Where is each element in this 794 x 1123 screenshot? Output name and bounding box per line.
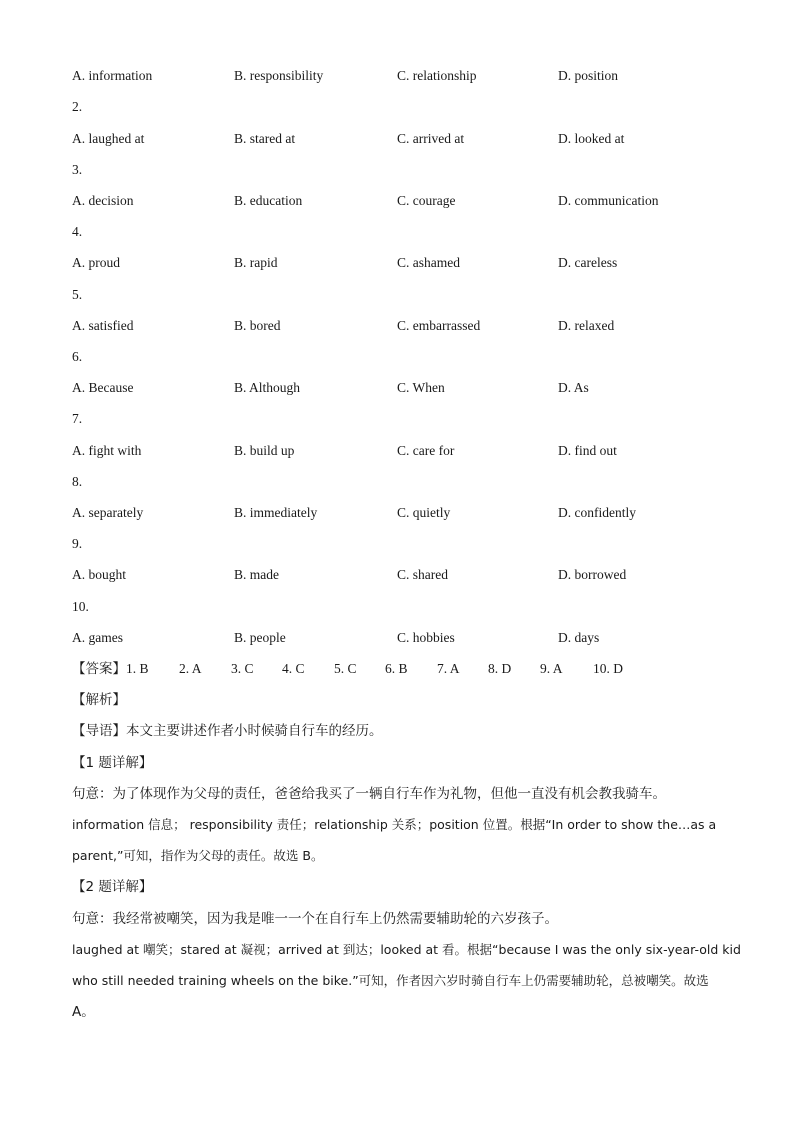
q2-explanation-line: who still needed training wheels on the bike.”可知，作者因六岁时骑自行车上仍需要辅助轮，总被嘲笑。故选 — [72, 973, 709, 988]
intro-label: 【导语】 — [72, 723, 126, 739]
question-number: 4. — [72, 224, 83, 239]
option-a: A. fight with — [72, 443, 142, 458]
analysis-heading: 【解析】 — [72, 692, 126, 708]
q1-heading: 【1 题详解】 — [72, 755, 153, 771]
option-a: A. satisfied — [72, 318, 134, 333]
answer-item: 3. C — [231, 661, 254, 676]
option-c: C. courage — [397, 193, 456, 208]
option-d: D. communication — [558, 193, 659, 208]
option-a: A. information — [72, 68, 153, 83]
intro-line — [72, 721, 383, 741]
question-number: 3. — [72, 162, 83, 177]
q2-meaning: 句意：我经常被嘲笑，因为我是唯一一个在自行车上仍然需要辅助轮的六岁孩子。 — [72, 911, 558, 927]
answer-item: 10. D — [593, 661, 623, 676]
option-b: B. stared at — [234, 131, 296, 146]
option-c: C. embarrassed — [397, 318, 481, 333]
option-d: D. relaxed — [558, 318, 615, 333]
question-number: 8. — [72, 474, 83, 489]
q2-explanation-line: A。 — [72, 1004, 95, 1020]
option-c: C. care for — [397, 443, 455, 458]
option-b: B. Although — [234, 380, 301, 395]
answer-item: 7. A — [437, 661, 460, 676]
question-number: 5. — [72, 287, 83, 302]
option-a: A. proud — [72, 255, 120, 270]
intro-text: 本文主要讲述作者小时候骑自行车的经历。 — [126, 723, 383, 739]
option-d: D. position — [558, 68, 619, 83]
q1-meaning: 句意：为了体现作为父母的责任，爸爸给我买了一辆自行车作为礼物，但他一直没有机会教我骑车。 — [72, 786, 666, 802]
answer-item: 4. C — [282, 661, 305, 676]
option-b: B. immediately — [234, 505, 318, 520]
option-c: C. hobbies — [397, 630, 455, 645]
option-c: C. quietly — [397, 505, 451, 520]
q1-explanation-line: information 信息； responsibility 责任；relationship 关系；position 位置。根据“In order to show the…as a — [72, 817, 717, 832]
option-c: C. relationship — [397, 68, 477, 83]
option-c: C. shared — [397, 567, 448, 582]
q2-explanation-line: laughed at 嘲笑；stared at 凝视；arrived at 到达；looked at 看。根据“because I was the only six-year-old kid — [72, 942, 741, 957]
option-d: D. borrowed — [558, 567, 627, 582]
option-d: D. days — [558, 630, 600, 645]
option-a: A. laughed at — [72, 131, 145, 146]
option-b: B. people — [234, 630, 286, 645]
option-c: C. arrived at — [397, 131, 465, 146]
answer-item: 2. A — [179, 661, 202, 676]
option-a: A. games — [72, 630, 123, 645]
answer-item: 9. A — [540, 661, 563, 676]
option-b: B. bored — [234, 318, 281, 333]
option-b: B. rapid — [234, 255, 278, 270]
question-number: 6. — [72, 349, 83, 364]
question-number: 9. — [72, 536, 83, 551]
question-number: 10. — [72, 599, 89, 614]
answer-item: 6. B — [385, 661, 408, 676]
option-c: C. When — [397, 380, 445, 395]
answer-item: 5. C — [334, 661, 357, 676]
answer-key — [72, 659, 712, 679]
option-a: A. separately — [72, 505, 144, 520]
option-d: D. looked at — [558, 131, 625, 146]
answer-item: 8. D — [488, 661, 512, 676]
option-b: B. education — [234, 193, 303, 208]
option-a: A. bought — [72, 567, 126, 582]
question-number: 7. — [72, 411, 83, 426]
option-d: D. As — [558, 380, 589, 395]
option-b: B. made — [234, 567, 279, 582]
option-a: A. decision — [72, 193, 134, 208]
option-a: A. Because — [72, 380, 134, 395]
question-number: 2. — [72, 99, 83, 114]
option-c: C. ashamed — [397, 255, 460, 270]
q2-heading: 【2 题详解】 — [72, 879, 153, 895]
q1-explanation-line: parent,”可知，指作为父母的责任。故选 B。 — [72, 848, 324, 863]
option-b: B. responsibility — [234, 68, 324, 83]
answer-item: 1. B — [126, 661, 149, 676]
option-d: D. careless — [558, 255, 618, 270]
answer-label: 【答案】 — [72, 661, 126, 677]
option-b: B. build up — [234, 443, 295, 458]
option-d: D. confidently — [558, 505, 636, 520]
option-d: D. find out — [558, 443, 617, 458]
